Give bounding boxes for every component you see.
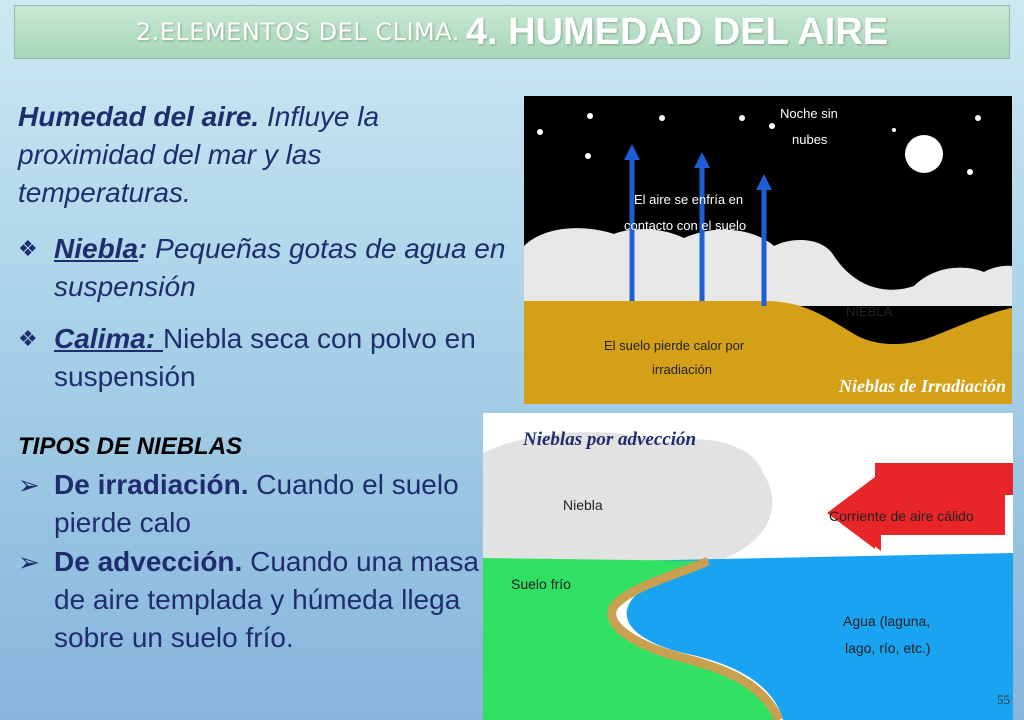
intro-term: Humedad del aire.: [18, 101, 260, 132]
diamond-cluster-icon: ❖: [18, 236, 38, 261]
title-topic: 4. HUMEDAD DEL AIRE: [465, 10, 889, 53]
bullet-term: Niebla: [54, 233, 139, 264]
label-corriente: Corriente de aire cálido: [829, 508, 974, 524]
intro-paragraph: [18, 98, 488, 212]
tipo-irradiacion: [18, 466, 488, 542]
tipo-term: De irradiación.: [54, 469, 249, 500]
label-agua-1: Agua (laguna,: [843, 613, 931, 629]
bullet-niebla: [18, 230, 508, 306]
label-noche-2: nubes: [792, 132, 828, 147]
tipo-term: De advección.: [54, 546, 243, 577]
tipo-adveccion: [18, 543, 488, 657]
bullet-desc: Pequeñas gotas de agua en suspensión: [54, 233, 506, 302]
label-niebla: Niebla: [563, 497, 603, 513]
arrowhead-icon: ➢: [18, 470, 40, 500]
tipo-desc: Cuando una masa de aire templada y húmeda llega sobre un suelo frío.: [54, 546, 479, 653]
diamond-cluster-icon: ❖: [18, 326, 38, 351]
label-suelo-1: El suelo pierde calor por: [604, 338, 745, 353]
label-niebla: NIEBLA: [846, 304, 893, 319]
label-agua-2: lago, río, etc.): [845, 640, 931, 656]
page-number: 55: [997, 692, 1010, 707]
figure-irradiation-fog: [524, 96, 1012, 404]
bullet-term: Calima:: [54, 323, 163, 354]
tipo-desc: Cuando el suelo pierde calo: [54, 469, 459, 538]
figure2-caption: Nieblas por advección: [523, 429, 697, 450]
intro-text: Influye la proximidad del mar y las temperaturas.: [18, 101, 380, 208]
figure1-caption: Nieblas de Irradiación: [838, 376, 1006, 396]
arrowhead-icon: ➢: [18, 547, 40, 577]
label-noche-1: Noche sin: [780, 106, 838, 121]
label-suelo-2: irradiación: [652, 362, 712, 377]
label-suelo: Suelo frío: [511, 576, 571, 592]
label-aire-2: contacto con el suelo: [624, 218, 747, 233]
label-aire-1: El aire se enfría en: [634, 192, 744, 207]
bullet-sep: :: [138, 233, 148, 264]
figure-advection-fog: [483, 413, 1013, 720]
fog-cloud: [483, 432, 772, 563]
title-section: 2.ELEMENTOS DEL CLIMA.: [135, 18, 460, 46]
bullet-calima: [18, 320, 508, 396]
title-bar: [14, 5, 1010, 59]
moon-icon: [905, 135, 943, 173]
bullet-desc: Niebla seca con polvo en suspensión: [54, 323, 476, 392]
tipos-heading: TIPOS DE NIEBLAS: [18, 433, 243, 460]
